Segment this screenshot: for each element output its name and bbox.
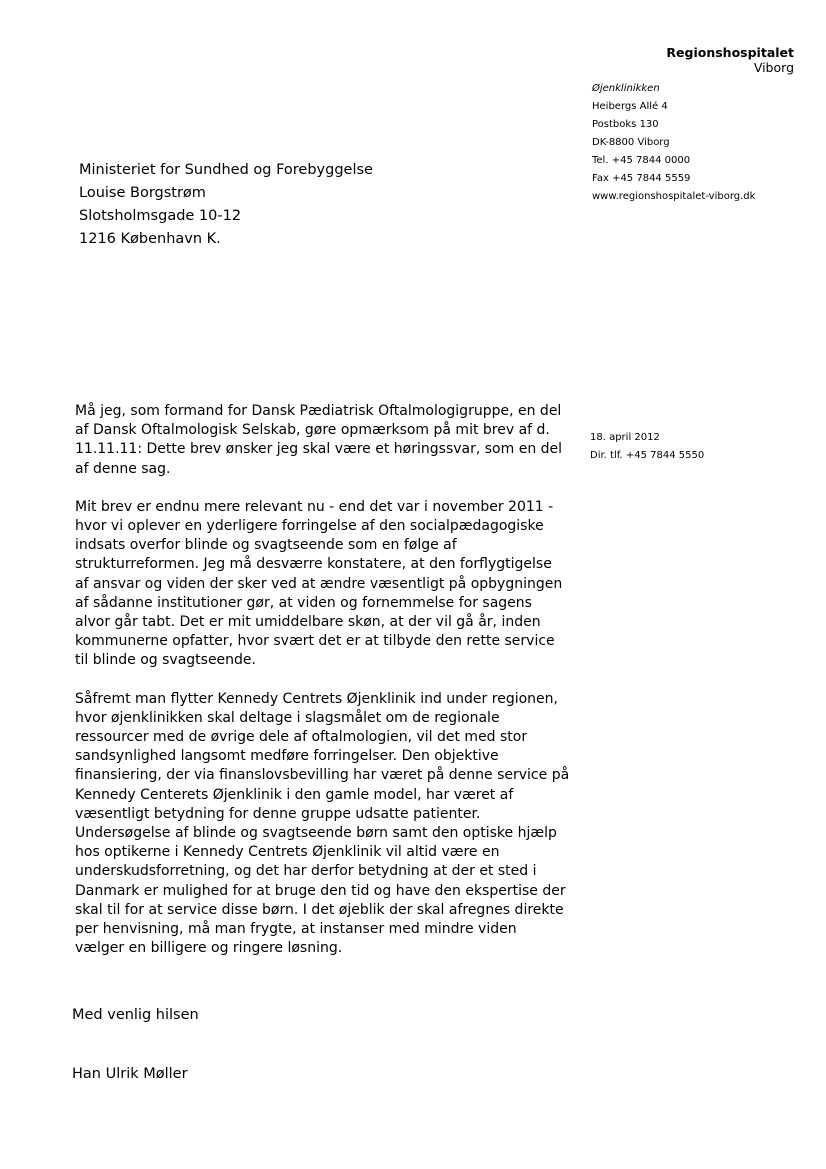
closing-greeting: Med venlig hilsen — [72, 1007, 199, 1023]
sender-postbox: Postboks 130 — [592, 119, 659, 130]
signature-name: Han Ulrik Møller — [72, 1066, 188, 1082]
body-line: skal til for at service disse børn. I det øjeblik der skal afregnes direkte — [75, 901, 564, 918]
recipient-postal-city: 1216 København K. — [79, 231, 221, 247]
body-line: kommunerne opfatter, hvor svært det er at tilbyde den rette service — [75, 633, 555, 650]
body-line: indsats overfor blinde og svagtseende som en følge af — [75, 537, 457, 554]
body-line: per henvisning, må man frygte, at instanser med mindre viden — [75, 921, 517, 938]
recipient-person: Louise Borgstrøm — [79, 185, 206, 201]
body-line: alvor går tabt. Det er mit umiddelbare skøn, at der vil gå år, inden — [75, 614, 541, 631]
body-paragraph-2 — [75, 498, 575, 671]
sender-department: Øjenklinikken — [592, 83, 660, 94]
body-line: Må jeg, som formand for Dansk Pædiatrisk Oftalmologigruppe, en del — [75, 403, 562, 419]
direct-phone: Dir. tlf. +45 7844 5550 — [590, 450, 705, 461]
body-line: af Dansk Oftalmologisk Selskab, gøre opmærksom på mit brev af d. — [75, 422, 550, 439]
letter-body — [75, 402, 575, 977]
body-line: strukturreformen. Jeg må desværre konstatere, at den forflygtigelse — [75, 556, 552, 573]
recipient-address-block — [79, 159, 373, 251]
body-line: 11.11.11: Dette brev ønsker jeg skal være et høringssvar, som en del — [75, 441, 563, 458]
body-line: væsentligt betydning for denne gruppe udsatte patienter. — [75, 805, 481, 822]
body-paragraph-1 — [75, 402, 575, 479]
recipient-organization: Ministeriet for Sundhed og Forebyggelse — [79, 162, 373, 178]
body-line: til blinde og svagtseende. — [75, 652, 256, 669]
sender-website: www.regionshospitalet-viborg.dk — [592, 191, 756, 202]
recipient-street: Slotsholmsgade 10-12 — [79, 208, 242, 224]
sender-address-block — [592, 80, 755, 206]
body-line: Kennedy Centerets Øjenklinik i den gamle model, har været af — [75, 786, 514, 803]
body-line: underskudsforretning, og det har derfor betydning at der et sted i — [75, 863, 537, 880]
body-line: Undersøgelse af blinde og svagtseende børn samt den optiske hjælp — [75, 825, 557, 842]
body-line: Mit brev er endnu mere relevant nu - end det var i november 2011 - — [75, 498, 554, 515]
letter-date: 18. april 2012 — [590, 432, 660, 443]
body-line: Danmark er mulighed for at bruge den tid og have den ekspertise der — [75, 882, 566, 899]
body-line: sandsynlighed langsomt medføre forringelser. Den objektive — [75, 748, 499, 765]
body-line: af ansvar og viden der sker ved at ændre væsentligt på opbygningen — [75, 575, 563, 592]
sender-fax: Fax +45 7844 5559 — [592, 173, 691, 184]
body-line: ressourcer med de øvrige dele af oftalmologien, vil det med stor — [75, 729, 528, 746]
body-line: vælger en billigere og ringere løsning. — [75, 940, 343, 957]
body-line: hvor øjenklinikken skal deltage i slagsmålet om de regionale — [75, 709, 500, 726]
body-line: af denne sag. — [75, 460, 171, 477]
body-line: hvor vi oplever en yderligere forringelse af den socialpædagogiske — [75, 518, 544, 535]
hospital-name: Regionshospitalet — [666, 45, 794, 60]
hospital-city: Viborg — [753, 60, 794, 75]
sender-phone: Tel. +45 7844 0000 — [592, 155, 691, 166]
body-line: af sådanne institutioner gør, at viden og fornemmelse for sagens — [75, 594, 532, 611]
letter-meta-block — [590, 429, 704, 465]
body-paragraph-3 — [75, 690, 575, 959]
sender-postal-city: DK-8800 Viborg — [592, 137, 670, 148]
body-line: finansiering, der via finanslovsbevilling har været på denne service på — [75, 767, 570, 784]
sender-street: Heibergs Allé 4 — [592, 101, 668, 112]
body-line: Såfremt man flytter Kennedy Centrets Øjenklinik ind under regionen, — [75, 690, 558, 707]
hospital-name-block — [666, 45, 794, 75]
body-line: hos optikerne i Kennedy Centrets Øjenklinik vil altid være en — [75, 844, 500, 861]
